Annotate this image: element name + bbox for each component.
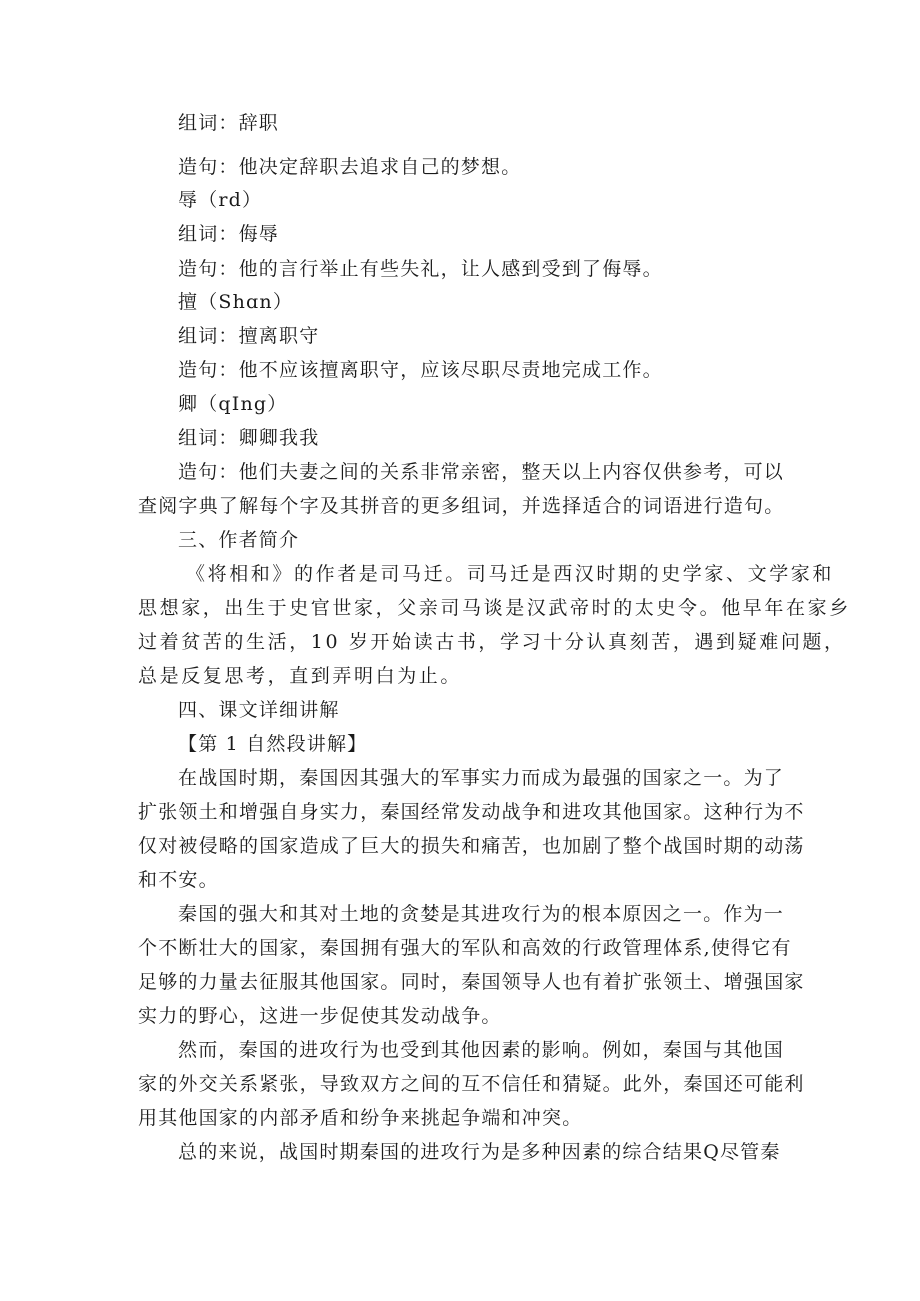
text-line: 组词：卿卿我我: [178, 427, 320, 449]
text-line: 仅对被侵略的国家造成了巨大的损失和痛苦，也加剧了整个战国时期的动荡: [138, 835, 805, 857]
subsection-heading: 【第 1 自然段讲解】: [178, 733, 368, 755]
text-line: 组词：侮辱: [178, 223, 280, 245]
text-line: 足够的力量去征服其他国家。同时，秦国领导人也有着扩张领土、增强国家: [138, 971, 805, 993]
text-line: 组词：辞职: [178, 112, 280, 134]
text-line: 卿（qIng）: [178, 393, 288, 415]
text-line: 在战国时期，秦国因其强大的军事实力而成为最强的国家之一。为了: [178, 767, 785, 789]
text-line: 思想家，出生于史官世家，父亲司马谈是汉武帝时的太史令。他早年在家乡: [138, 597, 851, 619]
text-line: 用其他国家的内部矛盾和纷争来挑起争端和冲突。: [138, 1107, 583, 1129]
section-heading: 三、作者简介: [178, 529, 300, 551]
text-line: 《将相和》的作者是司马迁。司马迁是西汉时期的史学家、文学家和: [186, 563, 835, 585]
text-line: 过着贫苦的生活，10 岁开始读古书，学习十分认真刻苦，遇到疑难问题，: [138, 631, 846, 653]
text-line: 组词：擅离职守: [178, 325, 320, 347]
text-line: 辱（rd）: [178, 189, 263, 211]
text-line: 造句：他们夫妻之间的关系非常亲密，整天以上内容仅供参考，可以: [178, 461, 785, 483]
text-line: 擅（Shɑn）: [178, 291, 294, 313]
text-line: 实力的野心，这进一步促使其发动战争。: [138, 1005, 502, 1027]
text-line: 家的外交关系紧张，导致双方之间的互不信任和猜疑。此外，秦国还可能利: [138, 1073, 805, 1095]
text-line: 扩张领土和增强自身实力，秦国经常发动战争和进攻其他国家。这种行为不: [138, 801, 805, 823]
text-line: 造句：他的言行举止有些失礼，让人感到受到了侮辱。: [178, 258, 663, 280]
text-line: 和不安。: [138, 869, 219, 891]
text-line: 造句：他不应该擅离职守，应该尽职尽责地完成工作。: [178, 359, 663, 381]
text-line: 个不断壮大的国家，秦国拥有强大的军队和高效的行政管理体系,使得它有: [138, 937, 792, 959]
text-line: 查阅字典了解每个字及其拼音的更多组词，并选择适合的词语进行造句。: [138, 495, 785, 517]
text-line: 总是反复思考，直到弄明白为止。: [138, 665, 463, 687]
text-line: 秦国的强大和其对土地的贪婪是其进攻行为的根本原因之一。作为一: [178, 903, 785, 925]
text-line: 造句：他决定辞职去追求自己的梦想。: [178, 156, 522, 178]
text-line: 然而，秦国的进攻行为也受到其他因素的影响。例如，秦国与其他国: [178, 1039, 785, 1061]
section-heading: 四、课文详细讲解: [178, 699, 340, 721]
text-line: 总的来说，战国时期秦国的进攻行为是多种因素的综合结果Q尽管秦: [178, 1141, 781, 1163]
